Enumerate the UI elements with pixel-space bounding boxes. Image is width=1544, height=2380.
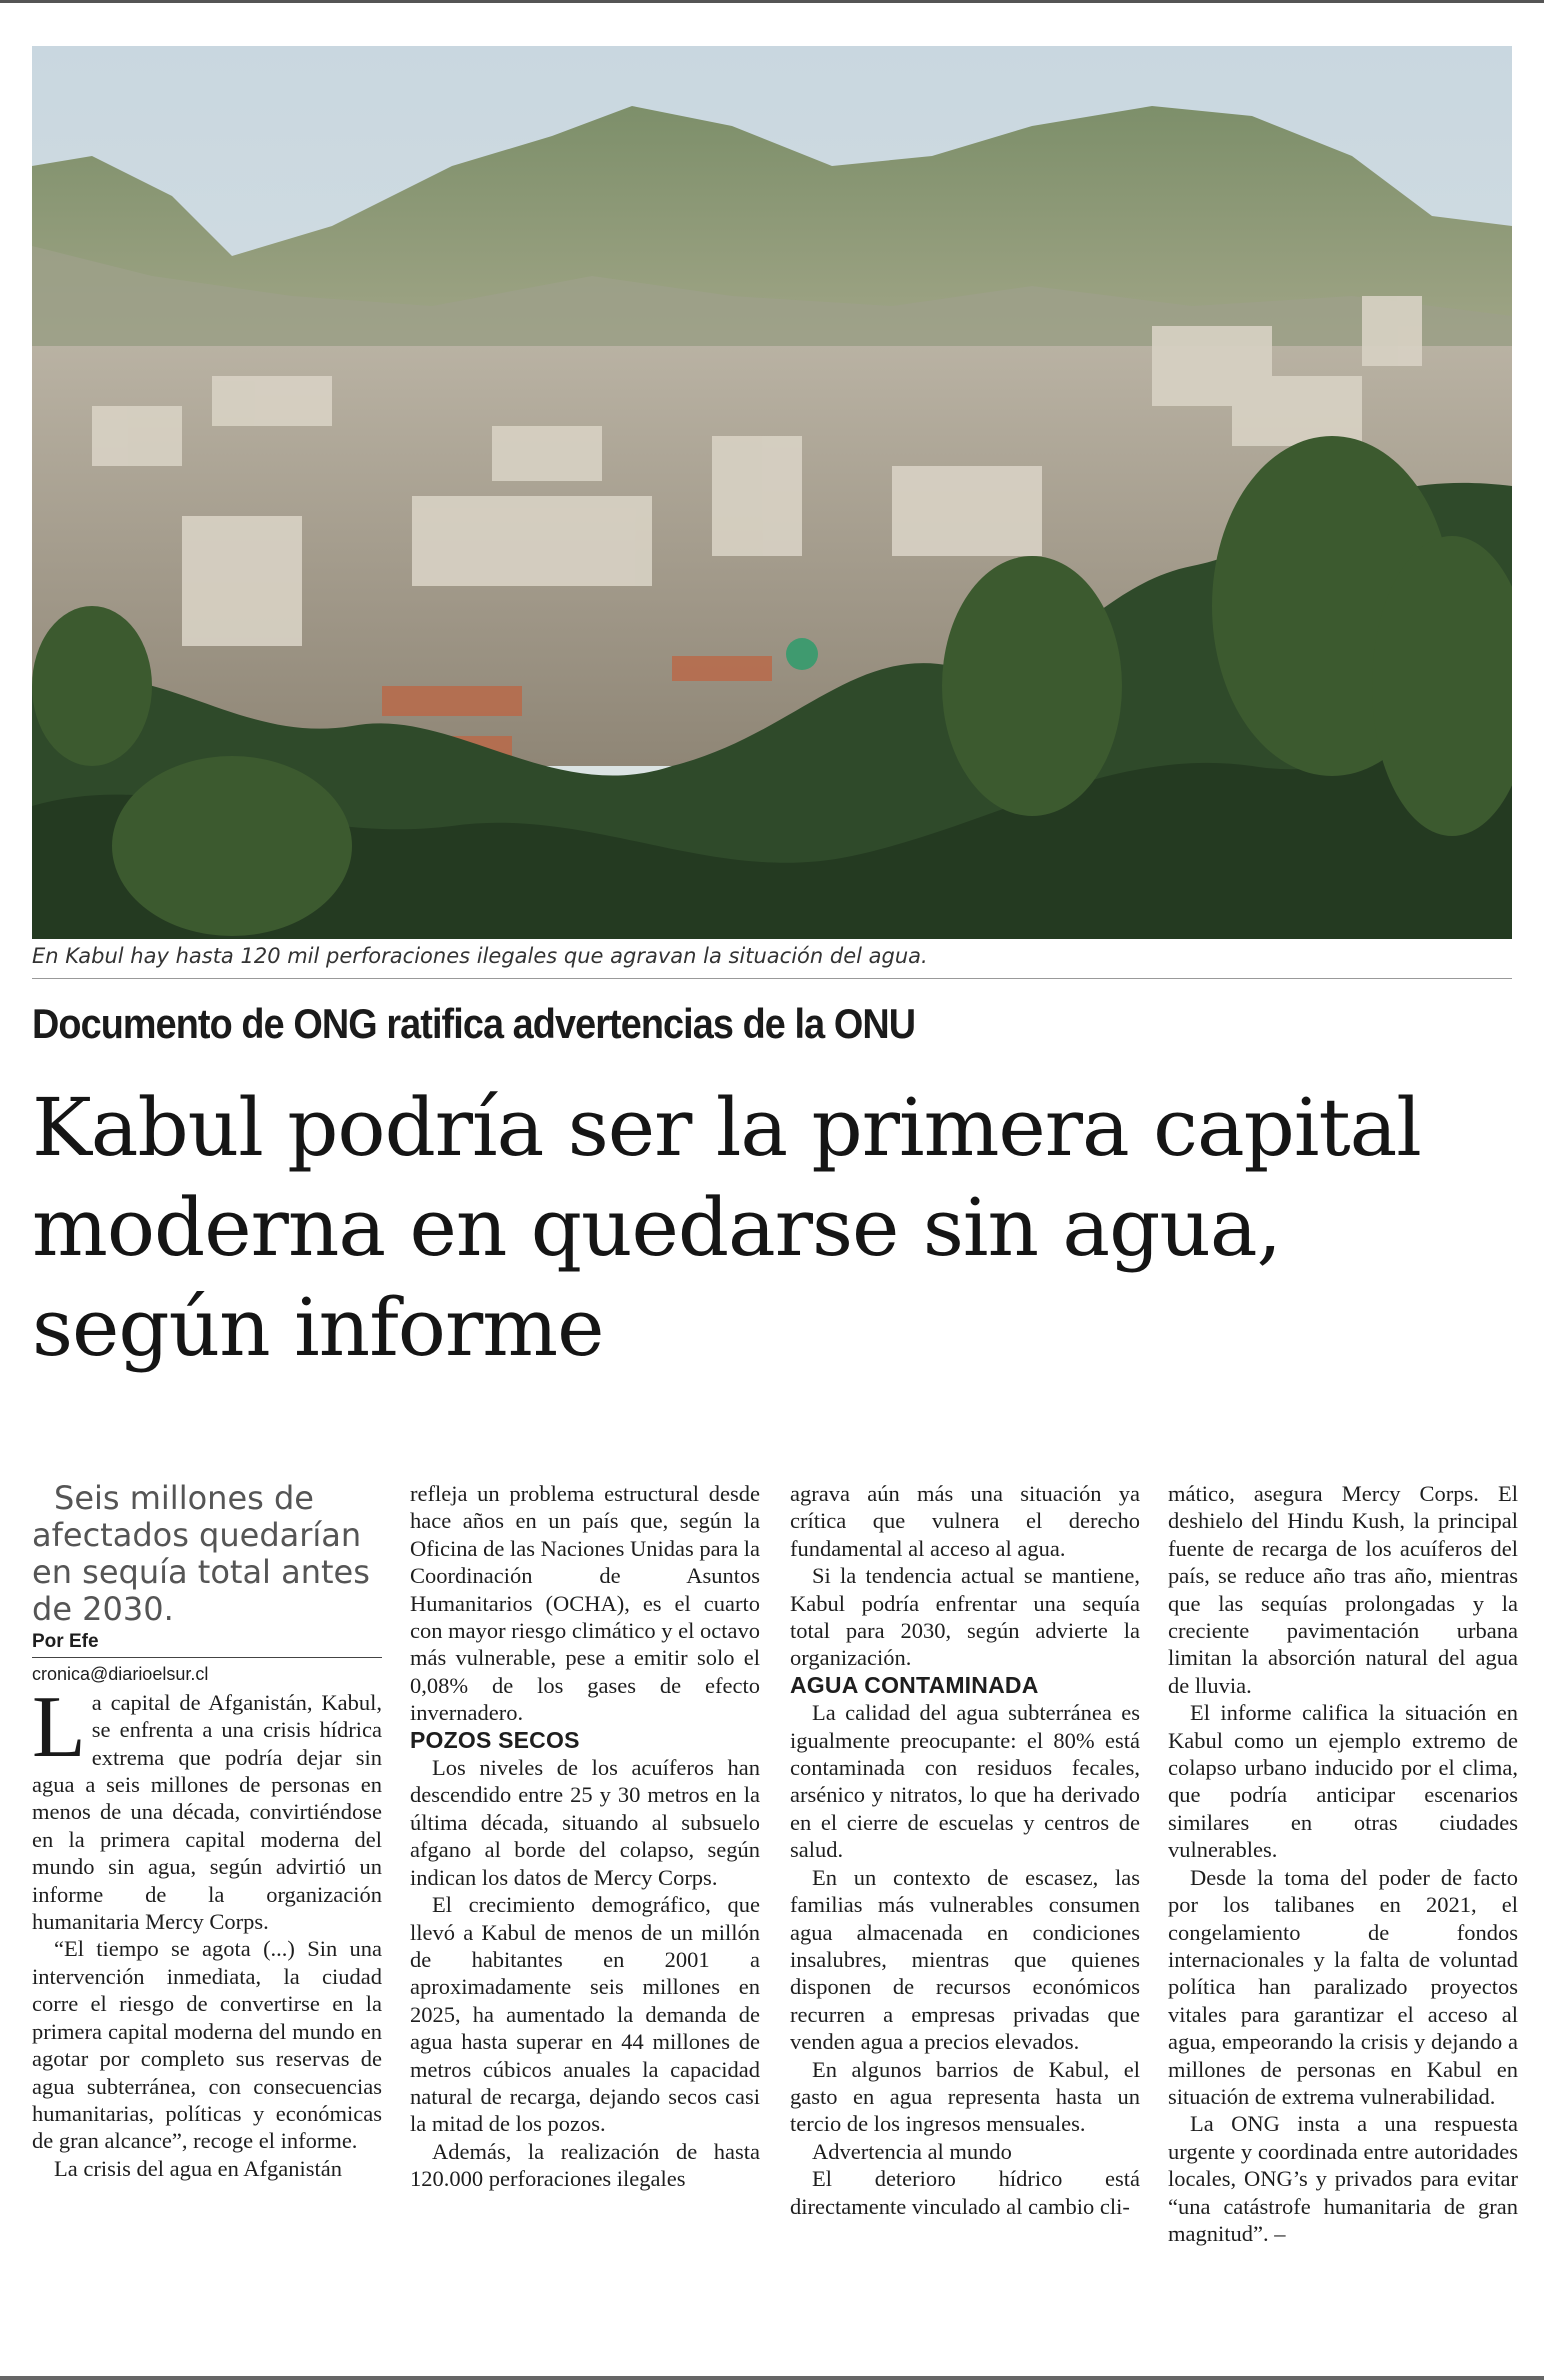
paragraph: Si la tendencia actual se mantiene, Kabul podría enfrentar una sequía total para 2030, según advierte la organización. (790, 1563, 1140, 1671)
headline: Kabul podría ser la primera capital moderna en quedarse sin agua, según informe (32, 1081, 1421, 1374)
paragraph: El crecimiento demográfico, que llevó a Kabul de menos de un millón de habitantes en 2001 a aproximadamente seis millones en 2025, ha aumentado la demanda de agua hasta superar en 44 millones de metros cúbicos anuales la capacidad natural de recarga, dejando secos casi la mitad de los pozos. (410, 1892, 760, 2137)
paragraph: “El tiempo se agota (...) Sin una intervención inmediata, la ciudad corre el riesgo de convertirse en la primera capital moderna del mundo en agotar por completo sus reservas de agua subterránea, con consecuencias humanitarias, políticas y económicas de gran alcance”, recoge el informe. (32, 1936, 382, 2154)
bottom-rule (0, 2376, 1544, 2380)
column-4 (1168, 1480, 1518, 2247)
paragraph: Además, la realización de hasta 120.000 perforaciones ilegales (410, 2138, 760, 2192)
byline: Por Efe (32, 1631, 99, 1652)
paragraph (32, 1678, 382, 1936)
paragraph: La ONG insta a una respuesta urgente y coordinada entre autoridades locales, ONG’s y privados para evitar “una catástrofe humanitaria de gran magnitud”. – (1168, 2111, 1518, 2246)
photo-caption: En Kabul hay hasta 120 mil perforaciones ilegales que agravan la situación del agua. (32, 944, 928, 968)
paragraph: Los niveles de los acuíferos han descendido entre 25 y 30 metros en la última década, situando al subsuelo afgano al borde del colapso, según indican los datos de Mercy Corps. (410, 1755, 760, 1890)
caption-divider (32, 978, 1512, 979)
paragraph: El deterioro hídrico está directamente vinculado al cambio cli- (790, 2166, 1140, 2219)
paragraph: En algunos barrios de Kabul, el gasto en agua representa hasta un tercio de los ingresos mensuales. (790, 2056, 1140, 2137)
paragraph: agrava aún más una situación ya crítica que vulnera el derecho fundamental al acceso al agua. (790, 1481, 1140, 1561)
paragraph: Advertencia al mundo (812, 2138, 1012, 2164)
kabul-city-photo (32, 46, 1512, 939)
top-rule (0, 0, 1544, 3)
column-3 (790, 1480, 1140, 2220)
byline-divider (32, 1657, 382, 1658)
drop-cap: L (32, 1678, 86, 1776)
paragraph: En un contexto de escasez, las familias más vulnerables consumen agua almacenada en condiciones insalubres, mientras que quienes disponen de recursos económicos recurren a empresas privadas que venden agua a precios elevados. (790, 1864, 1140, 2055)
author-email: cronica@diarioelsur.cl (32, 1664, 209, 1685)
column-1 (32, 1480, 382, 2182)
paragraph: mático, asegura Mercy Corps. El deshielo del Hindu Kush, la principal fuente de recarga de los acuíferos del país, se reduce año tras año, mientras que las sequías prolongadas y la creciente pavimentación urbana limitan la absorción natural del agua de lluvia. (1168, 1481, 1518, 1698)
paragraph: La crisis del agua en Afganistán (54, 2155, 343, 2181)
kicker: Documento de ONG ratifica advertencias de la ONU (32, 1000, 916, 1047)
paragraph: El informe califica la situación en Kabul como un ejemplo extremo de colapso urbano inducido por el clima, que podría anticipar escenarios similares en otras ciudades vulnerables. (1168, 1700, 1518, 1863)
paragraph: La calidad del agua subterránea es igualmente preocupante: el 80% está contaminada con residuos fecales, arsénico y nitratos, lo que ha derivado en el cierre de escuelas y centros de salud. (790, 1700, 1140, 1863)
paragraph: refleja un problema estructural desde hace años en un país que, según la Oficina de las Naciones Unidas para la Coordinación de Asuntos Humanitarios (OCHA), es el cuarto con mayor riesgo climático y el octavo más vulnerable, pese a emitir solo el 0,08% de los gases de efecto invernadero. (410, 1481, 760, 1726)
paragraph: Desde la toma del poder de facto por los talibanes en 2021, el congelamiento de fondos internacionales y la falta de voluntad política han paralizado proyectos vitales para garantizar el acceso al agua, empeorando la crisis y dejando a millones de personas en Kabul en situación de extrema vulnerabilidad. (1168, 1864, 1518, 2109)
lead-summary: Seis millones de afectados quedarían en sequía total antes de 2030. (32, 1479, 370, 1628)
column-2 (410, 1480, 760, 2193)
paragraph-text: a capital de Afganistán, Kabul, se enfrenta a una crisis hídrica extrema que podría dejar sin agua a seis millones de personas en menos de una década, convirtiéndose en la primera capital moderna del mundo sin agua, según advirtió un informe de la organización humanitaria Mercy Corps. (32, 1689, 382, 1935)
subhead-pozos-secos: POZOS SECOS (410, 1726, 580, 1753)
city-illustration (32, 46, 1512, 939)
subhead-agua-contaminada: AGUA CONTAMINADA (790, 1671, 1039, 1698)
